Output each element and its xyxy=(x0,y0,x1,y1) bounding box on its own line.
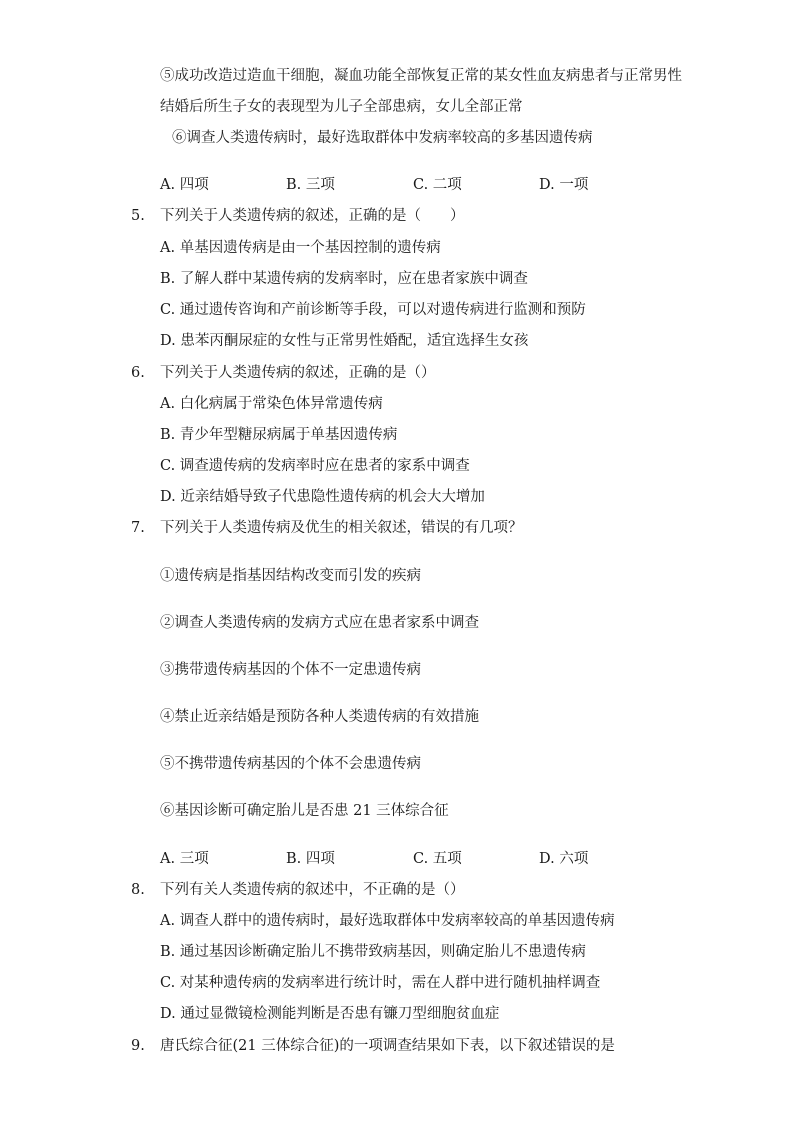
option-b[interactable]: B. 四项 xyxy=(286,851,335,867)
option-b[interactable]: B. 青少年型糖尿病属于单基因遗传病 xyxy=(160,427,398,443)
question-stem: 下列有关人类遗传病的叙述中，不正确的是（） xyxy=(160,882,465,898)
option-a[interactable]: A. 四项 xyxy=(160,177,209,193)
option-b[interactable]: B. 通过基因诊断确定胎儿不携带致病基因，则确定胎儿不患遗传病 xyxy=(160,944,586,960)
question-number: 8. xyxy=(131,882,145,898)
question-number: 5. xyxy=(131,208,145,224)
q7-options xyxy=(160,849,760,869)
question-stem: 下列关于人类遗传病的叙述，正确的是（ ） xyxy=(160,208,465,224)
option-a[interactable]: A. 白化病属于常染色体异常遗传病 xyxy=(160,396,383,412)
option-d[interactable]: D. 六项 xyxy=(539,851,589,867)
option-b[interactable]: B. 了解人群中某遗传病的发病率时，应在患者家族中调查 xyxy=(160,271,528,287)
option-a[interactable]: A. 单基因遗传病是由一个基因控制的遗传病 xyxy=(160,240,441,256)
question-stem: 下列关于人类遗传病及优生的相关叙述，错误的有几项？ xyxy=(160,520,523,536)
question-stem: 唐氏综合征(21 三体综合征)的一项调查结果如下表，以下叙述错误的是 xyxy=(160,1038,615,1054)
option-a[interactable]: A. 三项 xyxy=(160,851,209,867)
option-c[interactable]: C. 通过遗传咨询和产前诊断等手段，可以对遗传病进行监测和预防 xyxy=(160,302,586,318)
option-d[interactable]: D. 患苯丙酮尿症的女性与正常男性婚配，适宜选择生女孩 xyxy=(160,333,529,349)
statement-item: ①遗传病是指基因结构改变而引发的疾病 xyxy=(160,568,421,584)
q4-item-6: ⑥调查人类遗传病时，最好选取群体中发病率较高的多基因遗传病 xyxy=(172,130,593,146)
statement-item: ③携带遗传病基因的个体不一定患遗传病 xyxy=(160,662,421,678)
question-number: 7. xyxy=(131,520,145,536)
question-stem: 下列关于人类遗传病的叙述，正确的是（） xyxy=(160,365,436,381)
option-d[interactable]: D. 近亲结婚导致子代患隐性遗传病的机会大大增加 xyxy=(160,489,485,505)
statement-item: ⑤不携带遗传病基因的个体不会患遗传病 xyxy=(160,756,421,772)
option-c[interactable]: C. 对某种遗传病的发病率进行统计时，需在人群中进行随机抽样调查 xyxy=(160,975,601,991)
question-number: 6. xyxy=(131,365,145,381)
q4-item-5-line1: ⑤成功改造过造血干细胞，凝血功能全部恢复正常的某女性血友病患者与正常男性 xyxy=(160,68,682,84)
option-d[interactable]: D. 一项 xyxy=(539,177,589,193)
option-c[interactable]: C. 二项 xyxy=(413,177,462,193)
option-a[interactable]: A. 调查人群中的遗传病时，最好选取群体中发病率较高的单基因遗传病 xyxy=(160,913,615,929)
option-c[interactable]: C. 调查遗传病的发病率时应在患者的家系中调查 xyxy=(160,458,470,474)
q4-options xyxy=(160,175,760,195)
statement-item: ②调查人类遗传病的发病方式应在患者家系中调查 xyxy=(160,615,479,631)
option-b[interactable]: B. 三项 xyxy=(286,177,335,193)
statement-item: ⑥基因诊断可确定胎儿是否患 21 三体综合征 xyxy=(160,803,449,819)
question-number: 9. xyxy=(131,1038,145,1054)
q4-item-5-line2: 结婚后所生子女的表现型为儿子全部患病，女儿全部正常 xyxy=(160,99,523,115)
statement-item: ④禁止近亲结婚是预防各种人类遗传病的有效措施 xyxy=(160,709,479,725)
option-c[interactable]: C. 五项 xyxy=(413,851,462,867)
option-d[interactable]: D. 通过显微镜检测能判断是否患有镰刀型细胞贫血症 xyxy=(160,1006,500,1022)
